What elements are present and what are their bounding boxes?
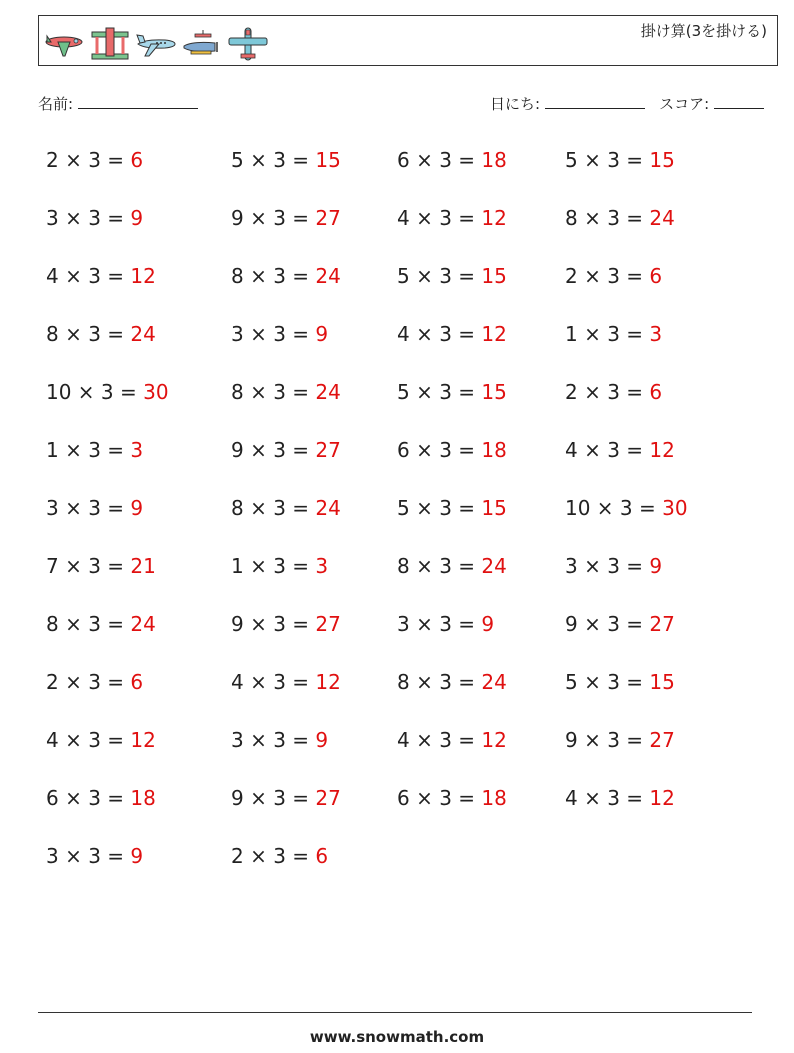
problem-answer: 24: [315, 380, 341, 404]
problem-item: [565, 612, 675, 636]
problem-question: 8 × 3 =: [46, 322, 131, 346]
problem-question: 8 × 3 =: [231, 380, 316, 404]
problem-question: 4 × 3 =: [397, 322, 482, 346]
problem-question: 6 × 3 =: [397, 148, 482, 172]
problem-answer: 30: [143, 380, 169, 404]
footer-divider: [38, 1012, 752, 1013]
problem-question: 2 × 3 =: [565, 380, 650, 404]
problem-item: [46, 380, 169, 404]
problem-item: [46, 438, 143, 462]
problem-item: [565, 206, 675, 230]
problem-answer: 12: [315, 670, 341, 694]
problem-answer: 24: [315, 264, 341, 288]
problem-question: 8 × 3 =: [46, 612, 131, 636]
teal-plane-icon: [227, 26, 269, 62]
problem-question: 8 × 3 =: [397, 554, 482, 578]
problem-question: 9 × 3 =: [565, 728, 650, 752]
problem-item: [565, 438, 675, 462]
problem-answer: 15: [649, 670, 675, 694]
problem-answer: 3: [130, 438, 144, 462]
problem-answer: 6: [315, 844, 329, 868]
problem-answer: 27: [315, 438, 341, 462]
problem-question: 9 × 3 =: [231, 612, 316, 636]
problem-question: 3 × 3 =: [231, 728, 316, 752]
score-blank[interactable]: [714, 94, 764, 109]
problem-item: [397, 380, 507, 404]
problem-answer: 27: [649, 612, 675, 636]
problem-item: [565, 670, 675, 694]
problem-item: [46, 844, 143, 868]
problem-question: 5 × 3 =: [565, 670, 650, 694]
problem-answer: 3: [649, 322, 663, 346]
problem-question: 7 × 3 =: [46, 554, 131, 578]
problem-question: 1 × 3 =: [231, 554, 316, 578]
problem-item: [46, 264, 156, 288]
problem-answer: 12: [649, 786, 675, 810]
vintage-plane-icon: [181, 26, 223, 62]
problem-item: [46, 206, 143, 230]
problem-answer: 24: [315, 496, 341, 520]
problem-question: 2 × 3 =: [46, 148, 131, 172]
problem-item: [231, 148, 341, 172]
problem-question: 3 × 3 =: [231, 322, 316, 346]
problem-question: 6 × 3 =: [397, 438, 482, 462]
problem-answer: 6: [130, 148, 144, 172]
plane-icons: [43, 24, 269, 64]
problem-item: [565, 264, 662, 288]
worksheet-title: 掛け算(3を掛ける): [640, 22, 767, 40]
problem-question: 2 × 3 =: [231, 844, 316, 868]
problem-answer: 27: [315, 786, 341, 810]
problem-answer: 15: [481, 264, 507, 288]
problem-question: 4 × 3 =: [397, 728, 482, 752]
problem-item: [565, 728, 675, 752]
green-biplane-icon: [89, 26, 131, 62]
problem-answer: 12: [130, 264, 156, 288]
problem-item: [231, 844, 328, 868]
problem-item: [46, 612, 156, 636]
problem-answer: 24: [649, 206, 675, 230]
problem-answer: 12: [481, 322, 507, 346]
problem-question: 4 × 3 =: [565, 438, 650, 462]
problem-answer: 12: [130, 728, 156, 752]
problem-item: [231, 496, 341, 520]
problem-item: [397, 438, 507, 462]
problem-item: [565, 322, 662, 346]
problem-item: [231, 206, 341, 230]
problem-question: 10 × 3 =: [565, 496, 663, 520]
problem-item: [565, 554, 662, 578]
problem-answer: 24: [130, 322, 156, 346]
date-blank[interactable]: [545, 94, 645, 109]
problem-answer: 12: [481, 728, 507, 752]
problem-question: 4 × 3 =: [565, 786, 650, 810]
problem-item: [397, 148, 507, 172]
problem-question: 5 × 3 =: [397, 264, 482, 288]
problem-question: 1 × 3 =: [565, 322, 650, 346]
problem-item: [397, 264, 507, 288]
problem-item: [397, 322, 507, 346]
problem-question: 3 × 3 =: [46, 496, 131, 520]
problem-item: [231, 728, 328, 752]
problem-question: 9 × 3 =: [231, 786, 316, 810]
problem-item: [397, 206, 507, 230]
problem-answer: 9: [649, 554, 663, 578]
problem-answer: 3: [315, 554, 329, 578]
problem-answer: 9: [481, 612, 495, 636]
problem-answer: 9: [130, 844, 144, 868]
problem-item: [46, 322, 156, 346]
problem-question: 4 × 3 =: [397, 206, 482, 230]
date-score-field: [490, 93, 764, 114]
problem-question: 10 × 3 =: [46, 380, 144, 404]
problem-answer: 6: [130, 670, 144, 694]
problem-item: [397, 612, 494, 636]
problem-answer: 18: [481, 148, 507, 172]
problem-item: [397, 728, 507, 752]
problem-item: [397, 496, 507, 520]
problem-item: [46, 728, 156, 752]
problem-item: [231, 438, 341, 462]
problem-item: [231, 670, 341, 694]
problem-question: 2 × 3 =: [565, 264, 650, 288]
problem-item: [46, 670, 143, 694]
problem-question: 5 × 3 =: [397, 380, 482, 404]
problem-question: 3 × 3 =: [397, 612, 482, 636]
problem-item: [231, 554, 328, 578]
problem-question: 8 × 3 =: [231, 264, 316, 288]
problem-answer: 18: [481, 786, 507, 810]
problem-question: 9 × 3 =: [231, 206, 316, 230]
problem-answer: 12: [481, 206, 507, 230]
problem-answer: 6: [649, 380, 663, 404]
problem-answer: 27: [649, 728, 675, 752]
problem-answer: 9: [130, 496, 144, 520]
problem-item: [231, 786, 341, 810]
problem-answer: 9: [315, 728, 329, 752]
footer-url: www.snowmath.com: [309, 1028, 485, 1046]
problem-item: [397, 786, 507, 810]
problem-item: [565, 148, 675, 172]
problem-item: [397, 670, 507, 694]
problem-question: 8 × 3 =: [565, 206, 650, 230]
name-field: [38, 93, 198, 114]
problem-item: [565, 380, 662, 404]
problem-item: [565, 496, 688, 520]
problem-answer: 21: [130, 554, 156, 578]
problem-answer: 27: [315, 206, 341, 230]
problem-item: [46, 148, 143, 172]
problem-item: [397, 554, 507, 578]
problem-question: 3 × 3 =: [46, 844, 131, 868]
problem-answer: 18: [130, 786, 156, 810]
problem-question: 1 × 3 =: [46, 438, 131, 462]
problem-question: 3 × 3 =: [565, 554, 650, 578]
worksheet-header: [38, 15, 778, 66]
problem-question: 5 × 3 =: [231, 148, 316, 172]
problem-answer: 15: [481, 496, 507, 520]
problem-item: [231, 380, 341, 404]
problem-answer: 24: [130, 612, 156, 636]
problem-answer: 9: [315, 322, 329, 346]
problem-item: [231, 322, 328, 346]
problem-question: 6 × 3 =: [397, 786, 482, 810]
problem-answer: 30: [662, 496, 688, 520]
name-blank[interactable]: [78, 94, 198, 109]
name-label: 名前:: [38, 95, 74, 113]
blue-jet-icon: [135, 26, 177, 62]
problem-question: 3 × 3 =: [46, 206, 131, 230]
problem-question: 9 × 3 =: [565, 612, 650, 636]
red-plane-icon: [43, 26, 85, 62]
problem-answer: 15: [481, 380, 507, 404]
problem-answer: 24: [481, 554, 507, 578]
score-label: スコア:: [659, 95, 710, 113]
problem-answer: 18: [481, 438, 507, 462]
problem-question: 8 × 3 =: [231, 496, 316, 520]
problem-question: 8 × 3 =: [397, 670, 482, 694]
problem-answer: 27: [315, 612, 341, 636]
problem-item: [46, 786, 156, 810]
problem-question: 4 × 3 =: [46, 264, 131, 288]
problem-answer: 6: [649, 264, 663, 288]
problem-item: [46, 554, 156, 578]
problem-answer: 12: [649, 438, 675, 462]
problem-item: [46, 496, 143, 520]
date-label: 日にち:: [490, 95, 541, 113]
problem-question: 5 × 3 =: [565, 148, 650, 172]
problem-question: 4 × 3 =: [231, 670, 316, 694]
problem-item: [565, 786, 675, 810]
problem-answer: 24: [481, 670, 507, 694]
problem-question: 9 × 3 =: [231, 438, 316, 462]
problem-question: 2 × 3 =: [46, 670, 131, 694]
problem-item: [231, 612, 341, 636]
problem-answer: 9: [130, 206, 144, 230]
problem-item: [231, 264, 341, 288]
problem-question: 5 × 3 =: [397, 496, 482, 520]
problem-answer: 15: [315, 148, 341, 172]
problem-question: 6 × 3 =: [46, 786, 131, 810]
problem-question: 4 × 3 =: [46, 728, 131, 752]
problem-answer: 15: [649, 148, 675, 172]
